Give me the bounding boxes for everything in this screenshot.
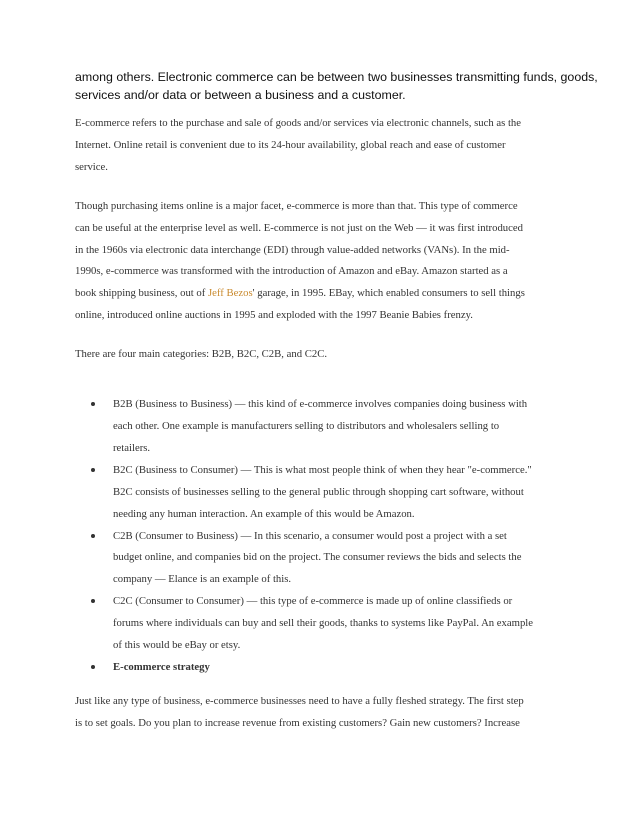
text-line: B2B (Business to Business) — this kind of e-commerce involves companies doing business with bbox=[113, 398, 528, 411]
categories-intro bbox=[75, 344, 570, 366]
text-line: forums where individuals can buy and sell their goods, thanks to systems like PayPal. An example bbox=[113, 617, 534, 630]
text-line: online, introduced online auctions in 1995 and exploded with the 1997 Beanie Babies frenzy. bbox=[75, 309, 473, 322]
categories-list bbox=[75, 394, 570, 679]
text-line: 1990s, e-commerce was transformed with the introduction of Amazon and eBay. Amazon started as a bbox=[75, 265, 508, 278]
history-paragraph bbox=[75, 196, 570, 327]
text-line: B2C consists of businesses selling to the general public through shopping cart software, without bbox=[113, 485, 524, 498]
list-item-c2c bbox=[75, 591, 570, 657]
text-line: needing any human interaction. An example of this would be Amazon. bbox=[113, 507, 415, 520]
text-line: C2C (Consumer to Consumer) — this type of e-commerce is made up of online classifieds or bbox=[113, 595, 513, 608]
text-line: each other. One example is manufacturers selling to distributors and wholesalers selling to bbox=[113, 419, 500, 432]
text-line: B2C (Business to Consumer) — This is what most people think of when they hear "e-commerce." bbox=[113, 463, 532, 476]
text-line: C2B (Consumer to Business) — In this scenario, a consumer would post a project with a set bbox=[113, 529, 507, 542]
text-line: There are four main categories: B2B, B2C, C2B, and C2C. bbox=[75, 348, 327, 361]
text-line: service. bbox=[75, 160, 108, 173]
bullet-icon bbox=[91, 665, 95, 669]
intro-paragraph bbox=[75, 68, 598, 104]
text-line: in the 1960s via electronic data interchange (EDI) through value-added networks (VANs). In the mid- bbox=[75, 243, 510, 256]
text-line: E-commerce refers to the purchase and sale of goods and/or services via electronic channels, such as the bbox=[75, 117, 522, 129]
text-line: company — Elance is an example of this. bbox=[113, 573, 292, 586]
list-item-b2b bbox=[75, 394, 570, 460]
list-item-c2b bbox=[75, 526, 570, 592]
document-page bbox=[75, 68, 598, 735]
list-item-b2c bbox=[75, 460, 570, 526]
text-line: can be useful at the enterprise level as well. E-commerce is not just on the Web — it was first introduced bbox=[75, 221, 523, 234]
text-line: budget online, and companies bid on the project. The consumer reviews the bids and selects the bbox=[113, 551, 522, 564]
list-item-strategy bbox=[75, 657, 570, 679]
bullet-icon bbox=[91, 468, 95, 472]
strategy-heading: E-commerce strategy bbox=[113, 660, 210, 673]
bullet-icon bbox=[91, 534, 95, 538]
text-line: is to set goals. Do you plan to increase revenue from existing customers? Gain new customers? Increase bbox=[75, 716, 520, 729]
text-line: Though purchasing items online is a major facet, e-commerce is more than that. This type of commerce bbox=[75, 199, 518, 212]
text-fragment: book shipping business, out of bbox=[75, 287, 209, 300]
strategy-paragraph bbox=[75, 691, 570, 735]
jeff-bezos-link[interactable]: Jeff Bezos bbox=[208, 287, 253, 300]
text-line: Internet. Online retail is convenient due to its 24-hour availability, global reach and ease of customer bbox=[75, 138, 506, 151]
text-line: among others. Electronic commerce can be between two businesses transmitting funds, goods, bbox=[75, 70, 598, 84]
text-line: services and/or data or between a business and a customer. bbox=[75, 88, 406, 102]
bullet-icon bbox=[91, 402, 95, 406]
definition-paragraph bbox=[75, 113, 570, 179]
text-line: of this would be eBay or etsy. bbox=[113, 639, 241, 652]
text-fragment: ' garage, in 1995. EBay, which enabled consumers to sell things bbox=[252, 287, 525, 300]
text-line: Just like any type of business, e-commerce businesses need to have a fully fleshed strategy. The first step bbox=[75, 694, 524, 707]
bullet-icon bbox=[91, 599, 95, 603]
text-line bbox=[75, 283, 570, 305]
text-line: retailers. bbox=[113, 441, 151, 454]
